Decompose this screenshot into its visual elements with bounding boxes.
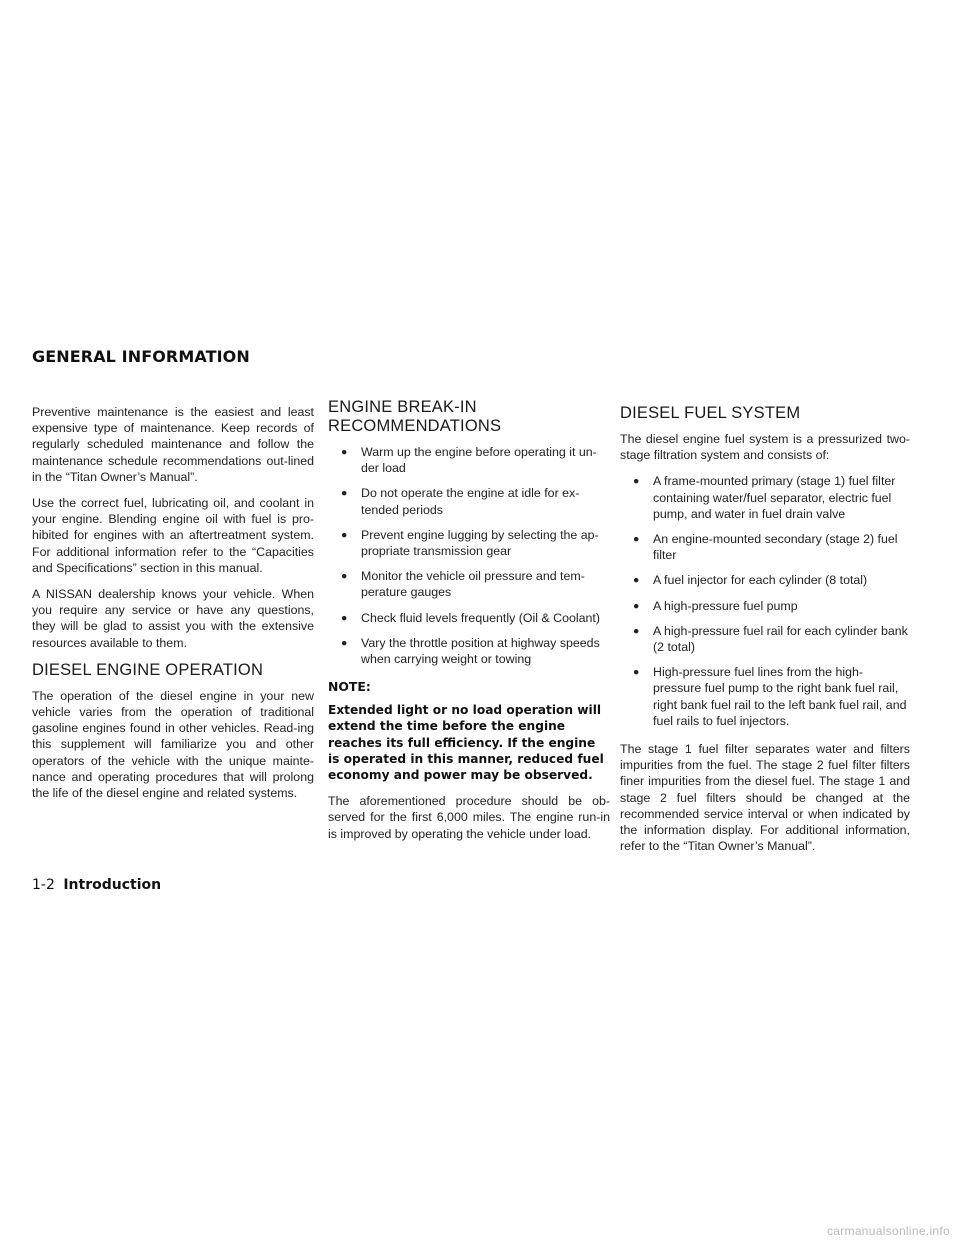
paragraph: The stage 1 fuel filter separates water and filters impurities from the fuel. The stage 2 fuel filter filters finer impurities from the diesel fuel. The stage 1 and stage 2 fuel filters should be changed at the recommended service interval or when indicated by the information display. For additional information, refer to the “Titan Owner’s Manual”. xyxy=(620,742,910,854)
heading-diesel-engine-operation: DIESEL ENGINE OPERATION xyxy=(32,660,264,679)
paragraph: The diesel engine fuel system is a pressurized two-stage filtration system and consists of: xyxy=(620,432,910,463)
note-label: NOTE: xyxy=(328,679,371,695)
heading-diesel-fuel-system: DIESEL FUEL SYSTEM xyxy=(620,404,801,422)
note-text: Extended light or no load operation will extend the time before the engine reaches its full efficiency. If the engine is operated in this manner, reduced fuel economy and power may be observed. xyxy=(328,703,604,783)
list-item: ● Monitor the vehicle oil pressure and tem-perature gauges xyxy=(328,568,610,600)
break-in-list xyxy=(328,444,610,667)
paragraph: Use the correct fuel, lubricating oil, and coolant in your engine. Blending engine oil with fuel is pro-hibited for engines with an aftertreatment system. For additional information refer to the “Capacities and Specifications” section in this manual. xyxy=(32,496,314,575)
list-item: ● A high-pressure fuel pump xyxy=(620,598,910,614)
list-item: ● Vary the throttle position at highway speeds when carrying weight or towing xyxy=(328,635,610,667)
column-left xyxy=(32,404,314,811)
list-item: ● Check fluid levels frequently (Oil & Coolant) xyxy=(328,610,610,626)
paragraph: The operation of the diesel engine in your new vehicle varies from the operation of traditional gasoline engines found in other vehicles. Read-ing this supplement will familiarize you and other operators of the vehicle with the unique mainte-nance and operating procedures that will prolong the life of the diesel engine and related systems. xyxy=(32,688,314,801)
list-item: ● Warm up the engine before operating it un-der load xyxy=(328,444,610,476)
heading-engine-break-in: ENGINE BREAK-IN RECOMMENDATIONS xyxy=(328,398,502,435)
list-item: ● A frame-mounted primary (stage 1) fuel filter containing water/fuel separator, electric fuel pump, and water in fuel drain valve xyxy=(620,473,910,522)
column-right xyxy=(620,404,910,864)
paragraph: Preventive maintenance is the easiest and least expensive type of maintenance. Keep records of regularly scheduled maintenance and follow the maintenance schedule recommendations out-lined in the “Titan Owner’s Manual”. xyxy=(32,405,314,484)
list-item: ● Prevent engine lugging by selecting the ap-propriate transmission gear xyxy=(328,527,610,559)
list-item: ● An engine-mounted secondary (stage 2) fuel filter xyxy=(620,531,910,563)
list-item: ● A high-pressure fuel rail for each cylinder bank (2 total) xyxy=(620,623,910,655)
list-item: ● Do not operate the engine at idle for ex-tended periods xyxy=(328,485,610,517)
page-footer xyxy=(32,877,161,893)
column-middle xyxy=(328,398,610,852)
list-item: ● A fuel injector for each cylinder (8 total) xyxy=(620,572,910,588)
paragraph: The aforementioned procedure should be ob-served for the first 6,000 miles. The engine run-in is improved by operating the vehicle under load. xyxy=(328,794,610,841)
section-title: GENERAL INFORMATION xyxy=(32,347,250,366)
chapter-name: Introduction xyxy=(63,877,162,893)
page-number: 1-2 xyxy=(32,877,55,893)
list-item: ● High-pressure fuel lines from the high-pressure fuel pump to the right bank fuel rail, right bank fuel rail to the left bank fuel rail, and fuel rails to fuel injectors. xyxy=(620,664,910,729)
watermark: carmanualsonline.info xyxy=(826,1224,950,1238)
fuel-system-list xyxy=(620,473,910,729)
paragraph: A NISSAN dealership knows your vehicle. When you require any service or have any questions, they will be glad to assist you with the extensive resources available to them. xyxy=(32,587,314,650)
